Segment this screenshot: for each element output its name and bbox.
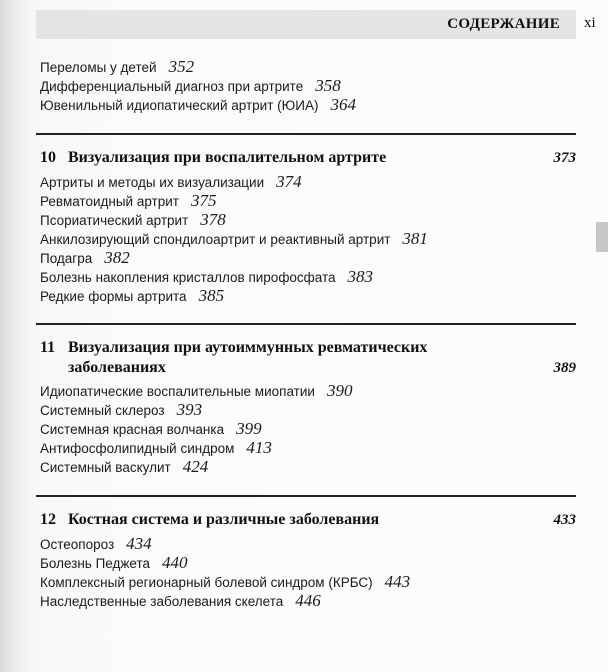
toc-entry-title: Системный склероз bbox=[40, 403, 165, 418]
toc-entry-page: 375 bbox=[190, 191, 217, 210]
toc-entry-title: Дифференциальный диагноз при артрите bbox=[40, 79, 304, 94]
chapter-page: 389 bbox=[553, 360, 576, 376]
toc-entry bbox=[40, 76, 341, 96]
toc-entry-title: Псориатический артрит bbox=[40, 213, 189, 228]
toc-entry-page: 374 bbox=[276, 172, 302, 191]
toc-entry bbox=[40, 191, 216, 211]
toc-entry-title: Остеопороз bbox=[40, 537, 115, 552]
toc-entry-title: Системная красная волчанка bbox=[40, 422, 225, 437]
toc-entry-page: 443 bbox=[384, 572, 411, 591]
toc-entry-title: Болезнь Педжета bbox=[40, 556, 151, 571]
chapter-title: Костная система и различные заболевания bbox=[68, 511, 380, 528]
toc-entry-page: 390 bbox=[326, 381, 353, 400]
toc-entry-title: Артриты и методы их визуализации bbox=[40, 175, 265, 190]
toc-entry-title: Болезнь накопления кристаллов пирофосфата bbox=[40, 270, 336, 285]
toc-entry-page: 446 bbox=[295, 591, 321, 610]
running-header-title: СОДЕРЖАНИЕ bbox=[447, 16, 560, 32]
toc-entry bbox=[40, 229, 428, 249]
toc-entry-page: 434 bbox=[126, 534, 152, 553]
toc-entry-page: 378 bbox=[200, 210, 226, 229]
toc-entry bbox=[40, 457, 208, 477]
toc-entry bbox=[40, 172, 302, 192]
chapter-heading bbox=[40, 148, 580, 168]
toc-entry-title: Системный васкулит bbox=[40, 460, 171, 475]
toc-entry-title: Комплексный регионарный болевой синдром (КРБС) bbox=[40, 575, 373, 590]
toc-entry-title: Переломы у детей bbox=[40, 60, 157, 75]
toc-entry-page: 364 bbox=[330, 95, 356, 114]
toc-entry bbox=[40, 57, 194, 77]
toc-entry-page: 413 bbox=[246, 438, 272, 457]
chapter-page: 373 bbox=[553, 150, 576, 166]
toc-entry bbox=[40, 267, 373, 287]
toc-entry-title: Ревматоидный артрит bbox=[40, 194, 179, 209]
toc-entry-page: 385 bbox=[198, 286, 225, 305]
toc-entry-page: 440 bbox=[162, 553, 188, 572]
toc-entry bbox=[40, 591, 321, 611]
toc-entry-title: Ювенильный идиопатический артрит (ЮИА) bbox=[40, 98, 319, 113]
toc-entry bbox=[40, 248, 130, 268]
toc-entry-page: 424 bbox=[182, 457, 209, 476]
chapter-number: 10 bbox=[40, 149, 56, 166]
toc-entry bbox=[40, 286, 224, 306]
chapter-page: 433 bbox=[553, 512, 576, 528]
toc-entry bbox=[40, 534, 152, 554]
toc-entry bbox=[40, 572, 410, 592]
toc-entry-title: Наследственные заболевания скелета bbox=[40, 594, 284, 609]
toc-entry-page: 352 bbox=[168, 57, 195, 76]
chapter-divider bbox=[36, 495, 576, 497]
page-number: xi bbox=[584, 15, 596, 31]
chapter-title: Визуализация при аутоиммунных ревматических заболеваниях bbox=[68, 339, 428, 376]
toc-entry-title: Подагра bbox=[40, 251, 93, 266]
page-edge-tab bbox=[596, 222, 608, 252]
toc-entry-page: 393 bbox=[176, 400, 203, 419]
toc-entry-title: Антифосфолипидный синдром bbox=[40, 441, 235, 456]
toc-entry-page: 399 bbox=[236, 419, 262, 438]
toc-entry-page: 358 bbox=[315, 76, 341, 95]
toc-entry bbox=[40, 419, 262, 439]
chapter-divider bbox=[36, 323, 576, 325]
toc-entry bbox=[40, 381, 352, 401]
chapter-divider bbox=[36, 133, 576, 135]
chapter-number: 12 bbox=[40, 511, 56, 528]
toc-entry-page: 382 bbox=[104, 248, 130, 267]
toc-entry-page: 383 bbox=[347, 267, 374, 286]
chapter-heading bbox=[40, 510, 580, 530]
toc-entry bbox=[40, 400, 202, 420]
toc-entry-title: Редкие формы артрита bbox=[40, 289, 187, 304]
chapter-number: 11 bbox=[40, 339, 56, 356]
toc-entry-page: 381 bbox=[402, 229, 428, 248]
chapter-title: Визуализация при воспалительном артрите bbox=[68, 149, 387, 166]
toc-entry bbox=[40, 95, 356, 115]
toc-entry bbox=[40, 553, 188, 573]
toc-entry bbox=[40, 438, 272, 458]
toc-entry bbox=[40, 210, 226, 230]
toc-entry-title: Анкилозирующий спондилоартрит и реактивный артрит bbox=[40, 232, 391, 247]
toc-entry-title: Идиопатические воспалительные миопатии bbox=[40, 384, 315, 399]
chapter-heading bbox=[40, 338, 580, 378]
